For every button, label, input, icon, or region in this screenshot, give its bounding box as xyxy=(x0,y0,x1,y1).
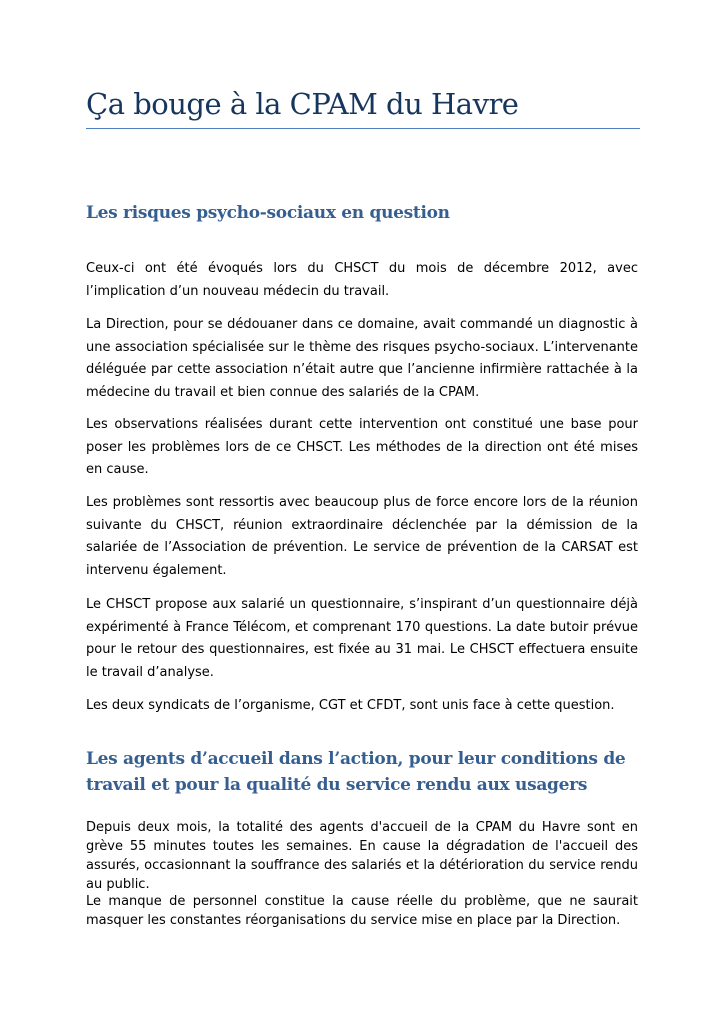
paragraph: Depuis deux mois, la totalité des agents d'accueil de la CPAM du Havre sont en grève 55 minutes toutes les semaines. En cause la dégradation de l'accueil des assurés, occasionnant la souffrance des salariés et la détérioration du service rendu au public. xyxy=(86,820,638,892)
paragraph: Ceux-ci ont été évoqués lors du CHSCT du mois de décembre 2012, avec l’implication d’un nouveau médecin du travail. xyxy=(86,261,638,299)
paragraph: Les deux syndicats de l’organisme, CGT et CFDT, sont unis face à cette question. xyxy=(86,698,615,713)
section-heading-reception-agents: Les agents d’accueil dans l’action, pour leur conditions de travail et pour la qualité du service rendu aux usagers xyxy=(86,749,626,795)
section-heading-psychosocial-risks: Les risques psycho-sociaux en question xyxy=(86,203,450,223)
paragraph: La Direction, pour se dédouaner dans ce domaine, avait commandé un diagnostic à une association spécialisée sur le thème des risques psycho-sociaux. L’intervenante déléguée par cette association n’était autre que l’ancienne infirmière rattachée à la médecine du travail et bien connue des salariés de la CPAM. xyxy=(86,317,638,400)
paragraph: Les problèmes sont ressortis avec beaucoup plus de force encore lors de la réunion suivante du CHSCT, réunion extraordinaire déclenchée par la démission de la salariée de l’Association de prévention. Le service de prévention de la CARSAT est intervenu également. xyxy=(86,495,638,578)
paragraph: Le manque de personnel constitue la cause réelle du problème, que ne saurait masquer les constantes réorganisations du service mise en place par la Direction. xyxy=(86,894,638,928)
paragraph: Les observations réalisées durant cette intervention ont constitué une base pour poser les problèmes lors de ce CHSCT. Les méthodes de la direction ont été mises en cause. xyxy=(86,417,638,477)
paragraph: Le CHSCT propose aux salarié un questionnaire, s’inspirant d’un questionnaire déjà expérimenté à France Télécom, et comprenant 170 questions. La date butoir prévue pour le retour des questionnaires, est fixée au 31 mai. Le CHSCT effectuera ensuite le travail d’analyse. xyxy=(86,597,638,680)
page-title: Ça bouge à la CPAM du Havre xyxy=(86,84,640,129)
